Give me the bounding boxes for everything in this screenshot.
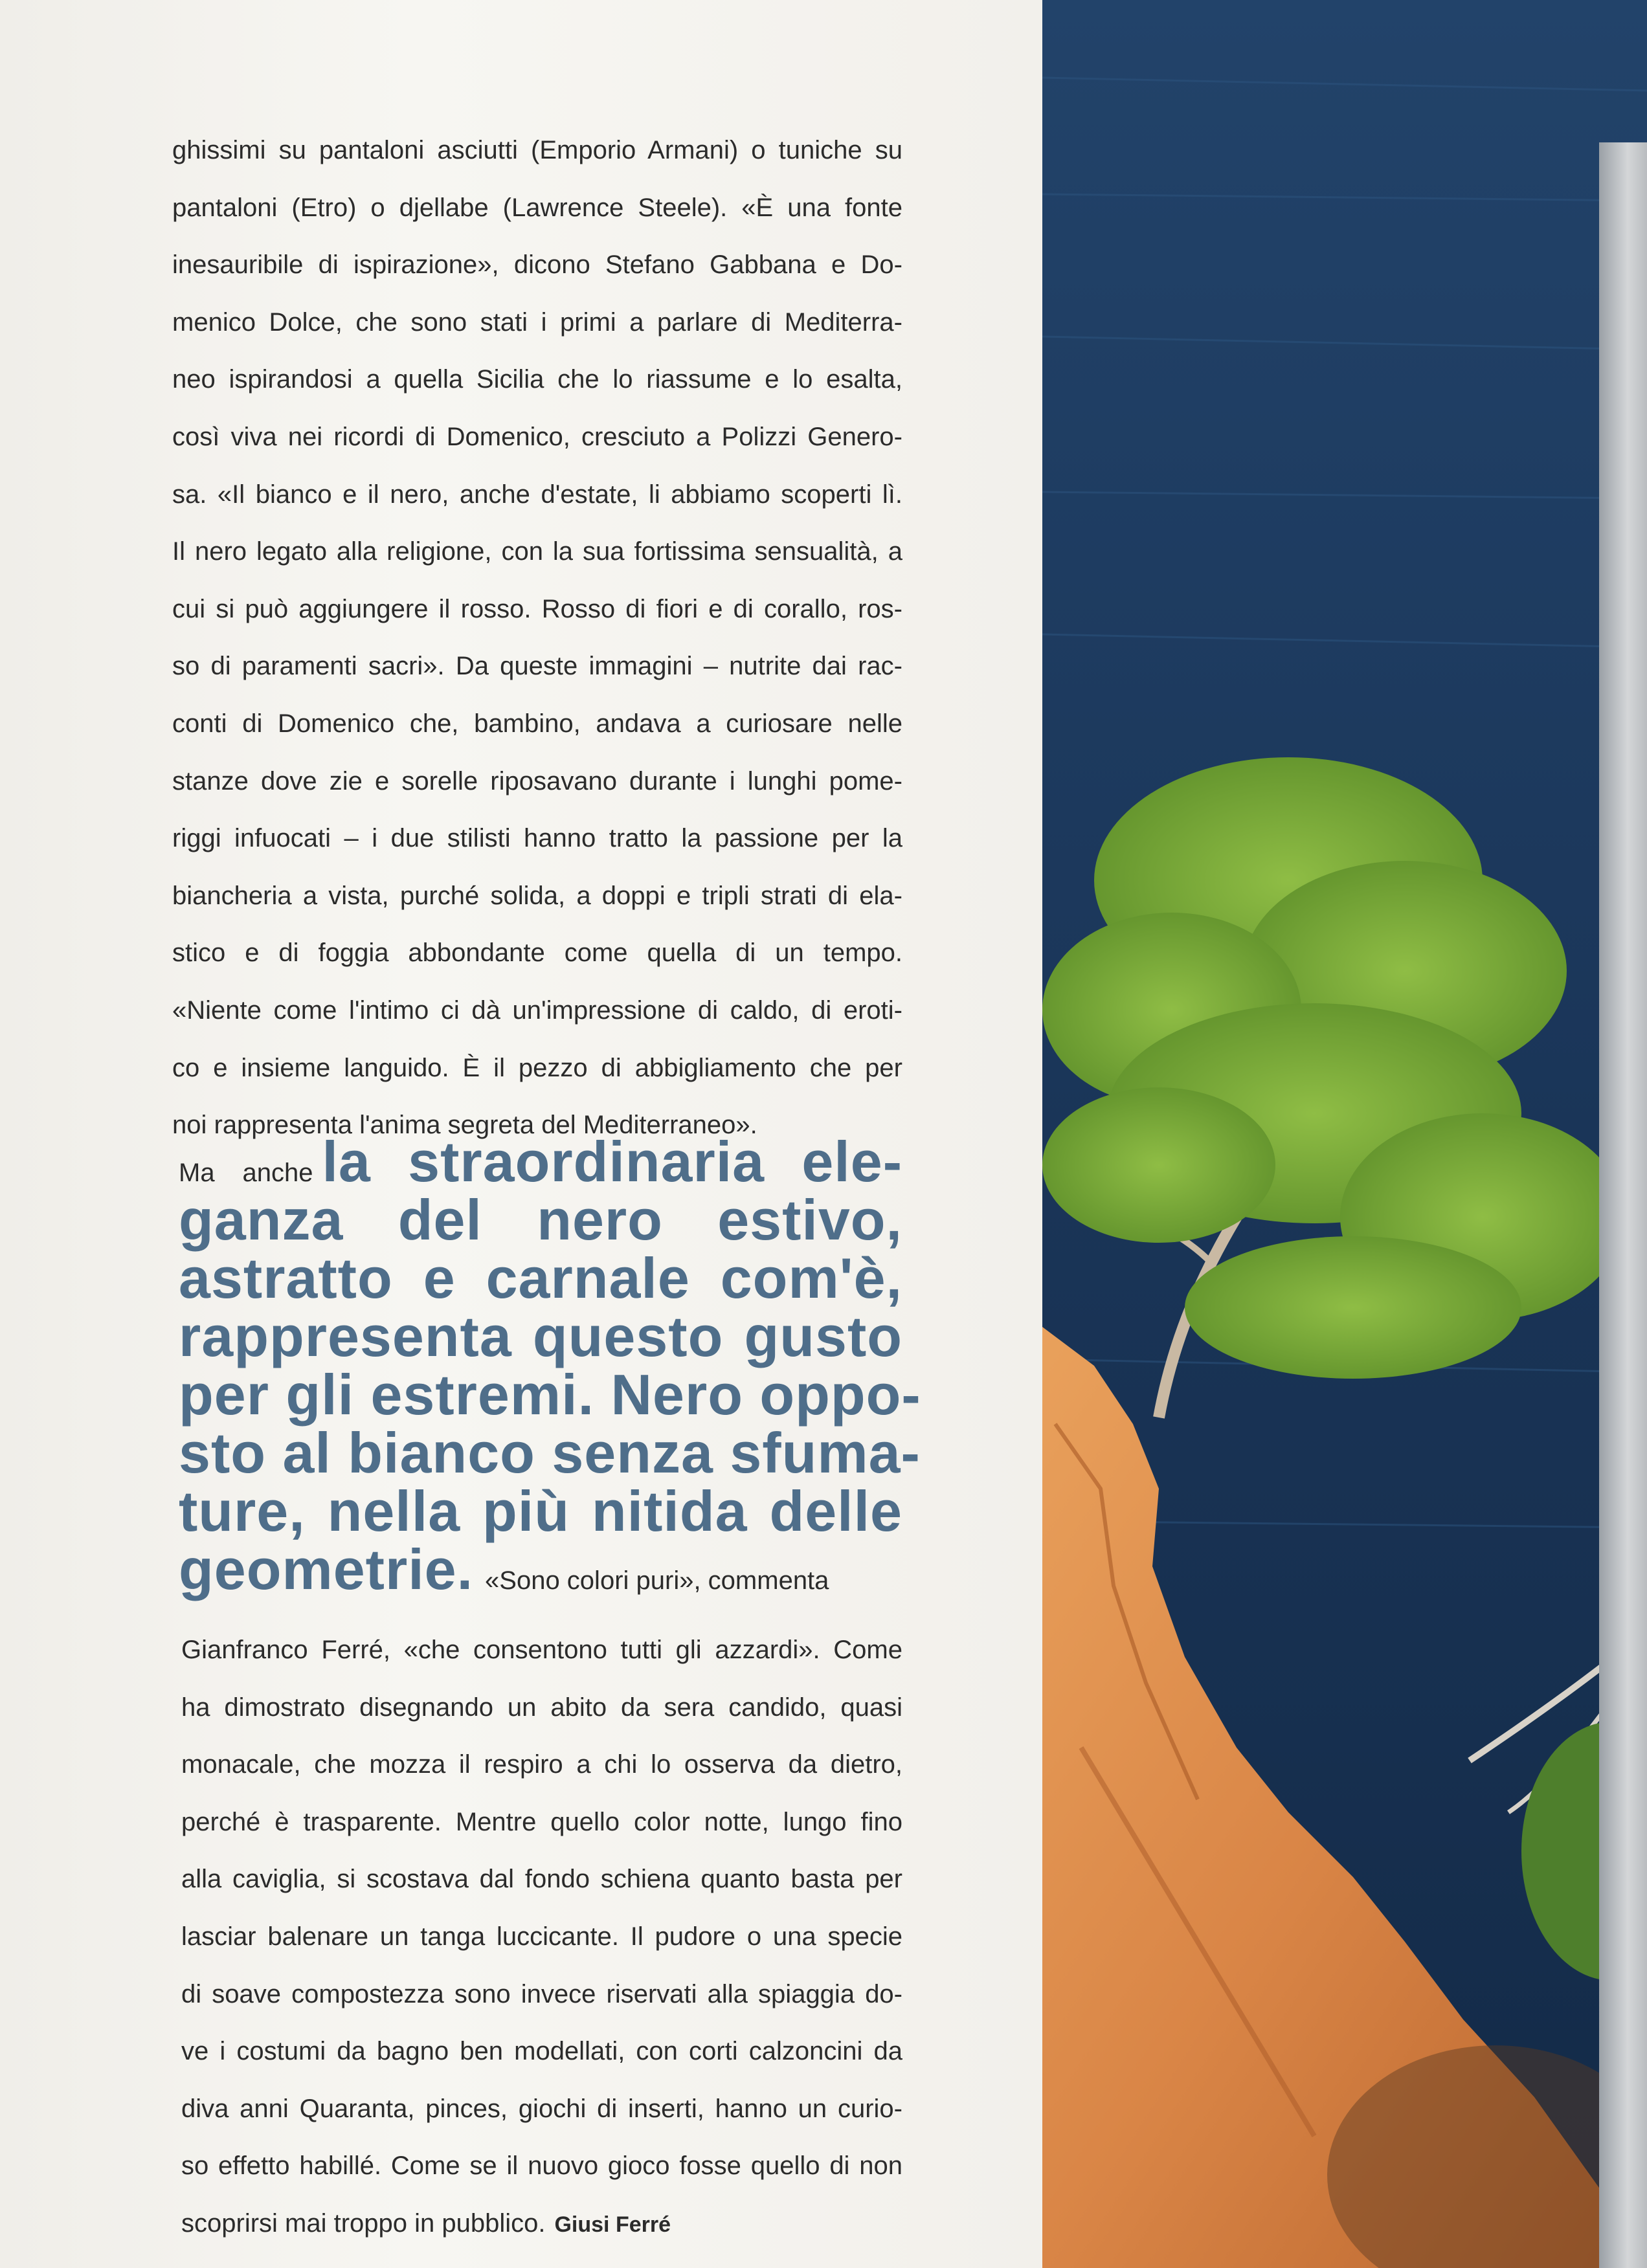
text-line: «Niente come l'intimo ci dà un'impressione di caldo, di eroti-	[172, 995, 902, 1025]
pull-quote-line	[179, 1129, 902, 1194]
text-line: stico e di foggia abbondante come quella di un tempo.	[172, 939, 902, 968]
paragraph-1	[172, 122, 902, 1154]
pull-quote-line	[179, 1362, 921, 1427]
text-line: conti di Domenico che, bambino, andava a curiosare nelle	[172, 709, 902, 738]
adjacent-page-edge	[1599, 142, 1647, 2268]
text-line: noi rappresenta l'anima segreta del Mediterraneo».	[172, 1111, 757, 1140]
closing-text: scoprirsi mai troppo in pubblico.	[181, 2208, 546, 2238]
text-line: ve i costumi da bagno ben modellati, con corti calzoncini da	[181, 2037, 902, 2066]
pull-quote-tail: «Sono colori puri», commenta	[485, 1566, 829, 1595]
pull-quote-line	[179, 1304, 902, 1368]
sea-pine-cliff-photo	[1042, 0, 1647, 2268]
pull-quote-intro: Ma anche	[179, 1159, 313, 1187]
closing-line	[181, 2195, 902, 2252]
paragraph-2	[181, 1621, 902, 2252]
pull-quote-line	[179, 1188, 902, 1252]
photo-illustration	[1042, 0, 1647, 2268]
pull-quote	[179, 1129, 921, 1601]
text-line: so effetto habillé. Come se il nuovo gioco fosse quello di non	[181, 2151, 902, 2181]
text-line: pantaloni (Etro) o djellabe (Lawrence Steele). «È una fonte	[172, 193, 902, 222]
text-line: Il nero legato alla religione, con la sua fortissima sensualità, a	[172, 537, 902, 566]
text-line: riggi infuocati – i due stilisti hanno tratto la passione per la	[172, 824, 902, 853]
text-line: lasciar balenare un tanga luccicante. Il pudore o una specie	[181, 1922, 902, 1951]
text-line: neo ispirandosi a quella Sicilia che lo riassume e lo esalta,	[172, 365, 902, 394]
text-line: monacale, che mozza il respiro a chi lo osserva da dietro,	[181, 1750, 902, 1779]
pull-quote-text: ture, nella più nitida delle	[179, 1479, 902, 1543]
text-line: di soave compostezza sono invece riservati alla spiaggia do-	[181, 1979, 902, 2008]
text-line: so di paramenti sacri». Da queste immagini – nutrite dai rac-	[172, 652, 902, 681]
pull-quote-text: la straordinaria ele-	[322, 1129, 902, 1194]
text-line: stanze dove zie e sorelle riposavano durante i lunghi pome-	[172, 766, 902, 795]
text-line: alla caviglia, si scostava dal fondo schiena quanto basta per	[181, 1865, 902, 1894]
pull-quote-text: geometrie.	[179, 1537, 474, 1601]
pull-quote-line	[179, 1479, 902, 1543]
text-line: cui si può aggiungere il rosso. Rosso di fiori e di corallo, ros-	[172, 594, 902, 623]
pull-quote-text: rappresenta questo gusto	[179, 1304, 902, 1368]
text-line: ghissimi su pantaloni asciutti (Emporio Armani) o tuniche su	[172, 136, 902, 164]
text-line: co e insieme languido. È il pezzo di abbigliamento che per	[172, 1053, 902, 1082]
pull-quote-text: sto al bianco senza sfuma-	[179, 1421, 921, 1485]
text-line: diva anni Quaranta, pinces, giochi di inserti, hanno un curio-	[181, 2094, 902, 2123]
text-line: menico Dolce, che sono stati i primi a parlare di Mediterra-	[172, 307, 902, 337]
pull-quote-text: per gli estremi. Nero oppo-	[179, 1362, 921, 1427]
text-line: sa. «Il bianco e il nero, anche d'estate, li abbiamo scoperti lì.	[172, 480, 902, 509]
pull-quote-line	[179, 1537, 902, 1601]
text-line: biancheria a vista, purché solida, a doppi e tripli strati di ela-	[172, 881, 902, 910]
text-line: perché è trasparente. Mentre quello color notte, lungo fino	[181, 1807, 902, 1836]
pull-quote-line	[179, 1421, 921, 1485]
pull-quote-text: astratto e carnale com'è,	[179, 1246, 902, 1310]
pull-quote-line	[179, 1246, 902, 1310]
text-line: così viva nei ricordi di Domenico, cresciuto a Polizzi Genero-	[172, 422, 902, 451]
text-line: inesauribile di ispirazione», dicono Stefano Gabbana e Do-	[172, 250, 902, 280]
author-signature: Giusi Ferré	[554, 2212, 671, 2237]
text-line: Gianfranco Ferré, «che consentono tutti gli azzardi». Come	[181, 1636, 902, 1664]
pull-quote-text: ganza del nero estivo,	[179, 1188, 902, 1252]
text-line: ha dimostrato disegnando un abito da sera candido, quasi	[181, 1693, 902, 1722]
